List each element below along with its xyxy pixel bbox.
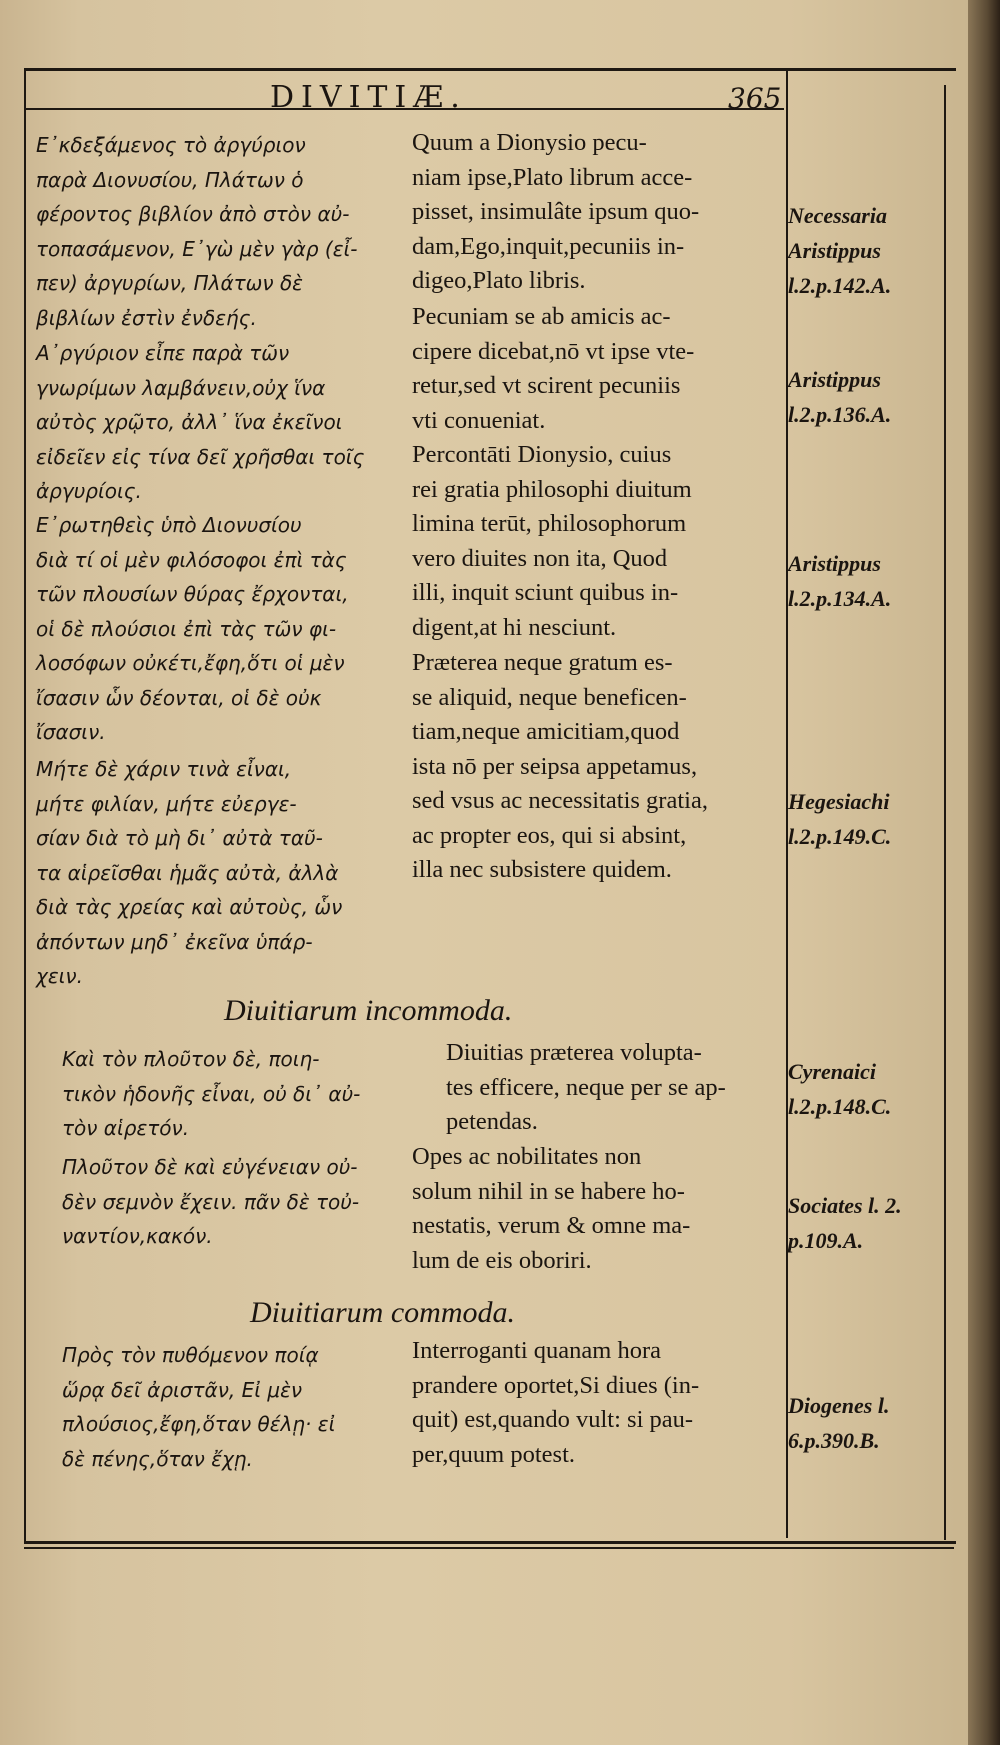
section-heading-incommoda: Diuitiarum incommoda. <box>224 994 513 1027</box>
margin-citation: Aristippus l.2.p.136.A. <box>788 367 892 427</box>
margin-citation: Hegesiachi l.2.p.149.C. <box>788 789 892 849</box>
page-number: 365 <box>728 82 782 115</box>
greek-passage: Ε᾿ρωτηθεὶς ὑπὸ Διονυσίου διὰ τί οἱ μὲν φιλόσοφοι ἐπὶ τὰς τῶν πλουσίων θύρας ἔρχονται, οἱ δὲ πλούσιοι ἐπὶ τὰς τῶν φι- λοσόφων οὐκέτι,ἔφη,ὅτι οἱ μὲν ἴσασιν ὧν δέονται, οἱ δὲ οὐκ ἴσασιν. <box>36 513 349 744</box>
latin-passage: Pecuniam se ab amicis ac- cipere dicebat,nō vt ipse vte- retur,sed vt scirent pecuniis vti conueniat. <box>412 303 695 434</box>
latin-passage: Interroganti quanam hora prandere oportet,Si diues (in- quit) est,quando vult: si pau- per,quum potest. <box>412 1337 700 1468</box>
margin-citation: Sociates l. 2. p.109.A. <box>788 1193 902 1253</box>
latin-passage: Præterea neque gratum es- se aliquid, neque beneficen- tiam,neque amicitiam,quod ista nō per seipsa appetamus, sed vsus ac necessitatis gratia, ac propter eos, qui si absint, illa nec subsistere quidem. <box>412 649 708 883</box>
greek-passage: Α᾿ργύριον εἶπε παρὰ τῶν γνωρίμων λαμβάνειν,οὐχ ἵνα αὐτὸς χρῷτο, ἀλλ᾿ ἵνα ἐκεῖνοι εἰδεῖεν εἰς τίνα δεῖ χρῆσθαι τοῖς ἀργυρίοις. <box>36 341 365 503</box>
greek-passage: Πρὸς τὸν πυθόμενον ποίᾳ ὥρᾳ δεῖ ἀριστᾶν, Εἰ μὲν πλούσιος,ἔφη,ὅταν θέλῃ· εἰ δὲ πένης,ὅταν ἔχῃ. <box>62 1343 336 1471</box>
margin-citation: Cyrenaici l.2.p.148.C. <box>788 1059 892 1119</box>
margin-citation: Necessaria Aristippus l.2.p.142.A. <box>788 203 892 298</box>
latin-passage: Percontāti Dionysio, cuius rei gratia philosophi diuitum limina terūt, philosophorum vero diuites non ita, Quod illi, inquit sciunt quibus in- digent,at hi nesciunt. <box>412 441 692 641</box>
greek-passage: Καὶ τὸν πλοῦτον δὲ, ποιη- τικὸν ἡδονῆς εἶναι, οὐ δι᾿ αὐ- τὸν αἱρετόν. <box>62 1047 361 1140</box>
latin-passage: Opes ac nobilitates non solum nihil in se habere ho- nestatis, verum & omne ma- lum de eis oboriri. <box>412 1143 691 1274</box>
margin-citation: Diogenes l. 6.p.390.B. <box>788 1393 890 1453</box>
greek-passage: Μήτε δὲ χάριν τινὰ εἶναι, μήτε φιλίαν, μήτε εὐεργε- σίαν διὰ τὸ μὴ δι᾿ αὐτὰ ταῦ- τα αἱρεῖσθαι ἡμᾶς αὐτὰ, ἀλλὰ διὰ τὰς χρείας καὶ αὐτοὺς, ὧν ἀπόντων μηδ᾿ ἐκεῖνα ὑπάρ- χειν. <box>36 757 343 988</box>
latin-passage: Diuitias præterea volupta- tes efficere, neque per se ap- petendas. <box>446 1039 726 1135</box>
margin-citation: Aristippus l.2.p.134.A. <box>788 551 892 611</box>
greek-passage: Πλοῦτον δὲ καὶ εὐγένειαν οὐ- δὲν σεμνὸν ἔχειν. πᾶν δὲ τοὐ- ναντίον,κακόν. <box>62 1155 360 1248</box>
book-page-edge <box>968 0 1000 1745</box>
greek-passage: Ε᾿κδεξάμενος τὸ ἀργύριον παρὰ Διονυσίου, Πλάτων ὁ φέροντος βιβλίον ἀπὸ στὸν αὐ- τοπασάμενον, Ε᾿γὼ μὲν γὰρ (εἶ- πεν) ἀργυρίων, Πλάτων δὲ βιβλίων ἐστὶν ἐνδεής. <box>36 133 358 330</box>
running-head-title: DIVITIÆ. <box>270 80 467 115</box>
section-heading-commoda: Diuitiarum commoda. <box>250 1296 515 1329</box>
latin-passage: Quum a Dionysio pecu- niam ipse,Plato librum acce- pisset, insimulâte ipsum quo- dam,Ego,inquit,pecuniis in- digeo,Plato libris. <box>412 129 700 294</box>
bottom-rule <box>24 1547 954 1549</box>
